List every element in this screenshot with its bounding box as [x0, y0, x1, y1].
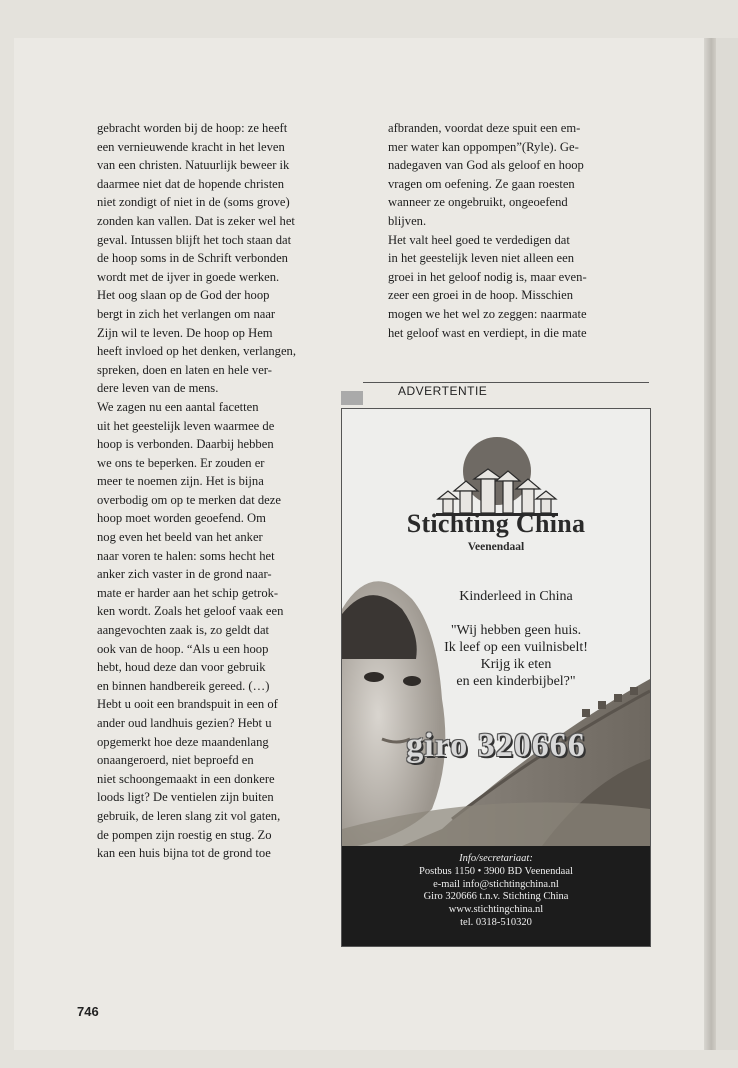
- text-line: de hoop soms in de Schrift verbonden: [97, 251, 288, 266]
- ad-quote-line-1: "Wij hebben geen huis.: [450, 623, 582, 638]
- footer-phone: tel. 0318-510320: [460, 916, 532, 928]
- advertisement-tab: [341, 391, 363, 405]
- text-line: loods ligt? De ventielen zijn buiten: [97, 790, 274, 805]
- text-line: ander oud landhuis gezien? Hebt u: [97, 716, 272, 730]
- text-line: hoop moet worden geoefend. Om: [97, 511, 266, 526]
- text-line: een vernieuwende kracht in het leven: [97, 139, 285, 154]
- text-line: kan een huis bijna tot de grond toe: [97, 846, 271, 861]
- text-line: van een christen. Natuurlijk beweer ik: [97, 158, 290, 173]
- text-line: nadegaven van God als geloof en hoop: [388, 158, 584, 173]
- brand-location: Veenendaal: [467, 541, 525, 553]
- text-line: en binnen handbereik gereed. (…): [97, 678, 270, 693]
- text-line: Het oog slaan op de God der hoop: [97, 288, 270, 303]
- ad-contact-footer: [342, 846, 650, 946]
- text-line: gebracht worden bij de hoop: ze heeft: [97, 121, 288, 135]
- text-line: groei in het geloof nodig is, maar even-: [388, 269, 587, 284]
- text-line: wanneer ze ongebruikt, ongeoefend: [388, 195, 568, 210]
- footer-heading: Info/secretariaat:: [459, 853, 533, 864]
- text-line: Hebt u ooit een brandspuit in een of: [97, 697, 278, 712]
- text-line: ken wordt. Zoals het geloof vaak een: [97, 604, 284, 619]
- footer-giro: Giro 320666 t.n.v. Stichting China: [423, 891, 569, 903]
- text-line: dere leven van de mens.: [97, 381, 219, 396]
- text-line: afbranden, voordat deze spuit een em-: [388, 121, 581, 135]
- text-line: zeer een groei in de hoop. Misschien: [388, 288, 573, 303]
- left-text-column: [97, 119, 296, 863]
- giro-number: giro 320666: [406, 727, 586, 764]
- text-line: hoop is verbonden. Daarbij hebben: [97, 437, 274, 452]
- text-line: zonden kan vallen. Dat is zeker wel het: [97, 213, 295, 228]
- text-line: vragen om oefening. Ze gaan roesten: [388, 176, 575, 191]
- facing-page-edge: [716, 38, 738, 1050]
- footer-website: www.stichtingchina.nl: [448, 904, 544, 916]
- advertisement-box: [341, 408, 651, 947]
- footer-email: e-mail info@stichtingchina.nl: [433, 878, 559, 890]
- text-line: anker zich vaster in de grond naar-: [97, 567, 272, 582]
- text-line: het geloof wast en verdiept, in die mate: [388, 325, 587, 340]
- advertisement-rule: [363, 382, 649, 383]
- brand-name: Stichting China: [406, 509, 586, 538]
- text-line: overbodig om op te merken dat deze: [97, 492, 281, 507]
- text-line: heeft invloed op het denken, verlangen,: [97, 344, 296, 359]
- footer-address: Postbus 1150 • 3900 BD Veenendaal: [419, 865, 573, 877]
- ad-quote-line-4: en een kinderbijbel?": [456, 674, 576, 689]
- page-number: 746: [77, 1004, 99, 1019]
- ad-quote-line-3: Krijg ik eten: [480, 657, 552, 672]
- text-line: meer te noemen zijn. Het is bijna: [97, 474, 264, 489]
- book-spine: [704, 38, 716, 1050]
- text-line: naar voren te halen: soms hecht het: [97, 548, 275, 563]
- text-line: niet schoongemaakt in een donkere: [97, 771, 275, 786]
- text-line: mate er harder aan het schip getrok-: [97, 585, 279, 600]
- text-line: daarmee niet dat de hopende christen: [97, 176, 285, 191]
- advertisement-label: ADVERTENTIE: [398, 384, 488, 398]
- text-line: blijven.: [388, 213, 427, 228]
- ad-quote-line-2: Ik leef op een vuilnisbelt!: [444, 640, 588, 655]
- text-line: niet zondigt of niet in de (soms grove): [97, 195, 290, 210]
- text-line: gebruik, de leren slang zit vol gaten,: [97, 808, 281, 823]
- text-line: Het valt heel goed te verdedigen dat: [388, 232, 570, 247]
- text-line: in het geestelijk leven niet alleen een: [388, 251, 575, 266]
- text-line: aangevochten zaak is, zo geldt dat: [97, 623, 270, 638]
- text-line: mer water kan oppompen”(Ryle). Ge-: [388, 139, 579, 154]
- text-line: Zijn wil te leven. De hoop op Hem: [97, 325, 273, 340]
- right-text-column: [388, 119, 587, 342]
- text-line: onaangeroerd, niet beproefd en: [97, 753, 254, 768]
- text-line: spreken, doen en laten en hele ver-: [97, 362, 272, 377]
- text-line: We zagen nu een aantal facetten: [97, 399, 259, 414]
- text-line: uit het geestelijk leven waarmee de: [97, 418, 275, 433]
- ad-headline: Kinderleed in China: [459, 589, 573, 604]
- text-line: bergt in zich het verlangen om naar: [97, 306, 276, 321]
- text-line: mogen we het wel zo zeggen: naarmate: [388, 306, 587, 321]
- text-line: de pompen zijn roestig en stug. Zo: [97, 827, 272, 842]
- text-line: we ons te beperken. Er zouden er: [97, 455, 265, 470]
- text-line: hebt, houd deze dan voor gebruik: [97, 660, 266, 675]
- text-line: geval. Intussen blijft het toch staan dat: [97, 232, 292, 247]
- text-line: opgemerkt hoe deze maandenlang: [97, 734, 269, 749]
- text-line: ook van de hoop. “Als u een hoop: [97, 641, 269, 656]
- text-line: nog even het beeld van het anker: [97, 530, 263, 545]
- text-line: wordt met de ijver in goede werken.: [97, 269, 280, 284]
